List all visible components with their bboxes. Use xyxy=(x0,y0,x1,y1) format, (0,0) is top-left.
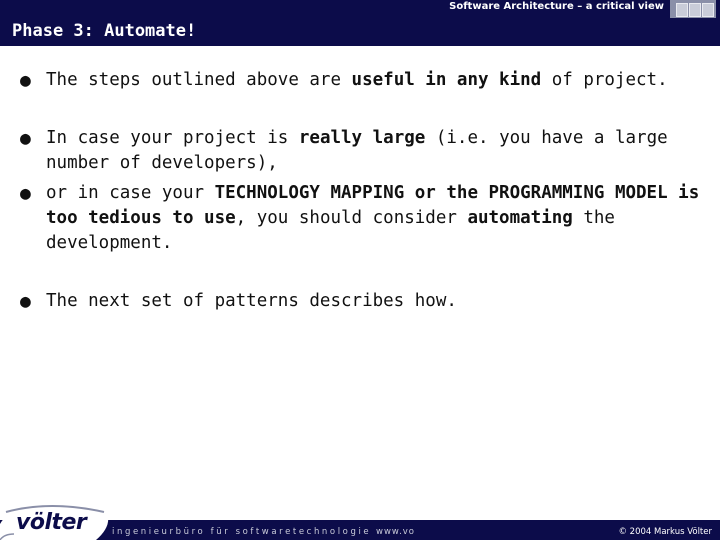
bullet-text: In case your project is really large (i.e. you have a large number of developers), xyxy=(46,128,668,173)
footer-copyright: © 2004 Markus Völter xyxy=(618,527,712,537)
bullet-icon: ● xyxy=(20,70,31,91)
bullet-text: or in case your TECHNOLOGY MAPPING or the PROGRAMMING MODEL is too tedious to use, you should consider automating the development. xyxy=(46,183,700,253)
title-bar xyxy=(0,18,720,46)
footer-url: www.vo xyxy=(376,527,416,537)
footer-tagline: ingenieurbüro für softwaretechnologie xyxy=(112,527,372,537)
header-strip xyxy=(0,0,720,18)
bullet-item xyxy=(20,181,700,256)
bullet-icon: ● xyxy=(20,291,31,312)
bullet-icon: ● xyxy=(20,183,31,204)
bullet-text: The next set of patterns describes how. xyxy=(46,291,457,311)
bullet-item xyxy=(20,126,700,176)
slide-content xyxy=(20,68,700,314)
bullet-icon: ● xyxy=(20,128,31,149)
slide-title: Phase 3: Automate! xyxy=(12,21,197,41)
bullet-item xyxy=(20,68,700,93)
bullet-text: The steps outlined above are useful in any kind of project. xyxy=(46,70,668,90)
header-logo-icon xyxy=(670,0,716,18)
footer-logo: völter xyxy=(16,510,87,535)
presentation-title: Software Architecture – a critical view xyxy=(449,1,664,12)
bullet-item xyxy=(20,289,700,314)
